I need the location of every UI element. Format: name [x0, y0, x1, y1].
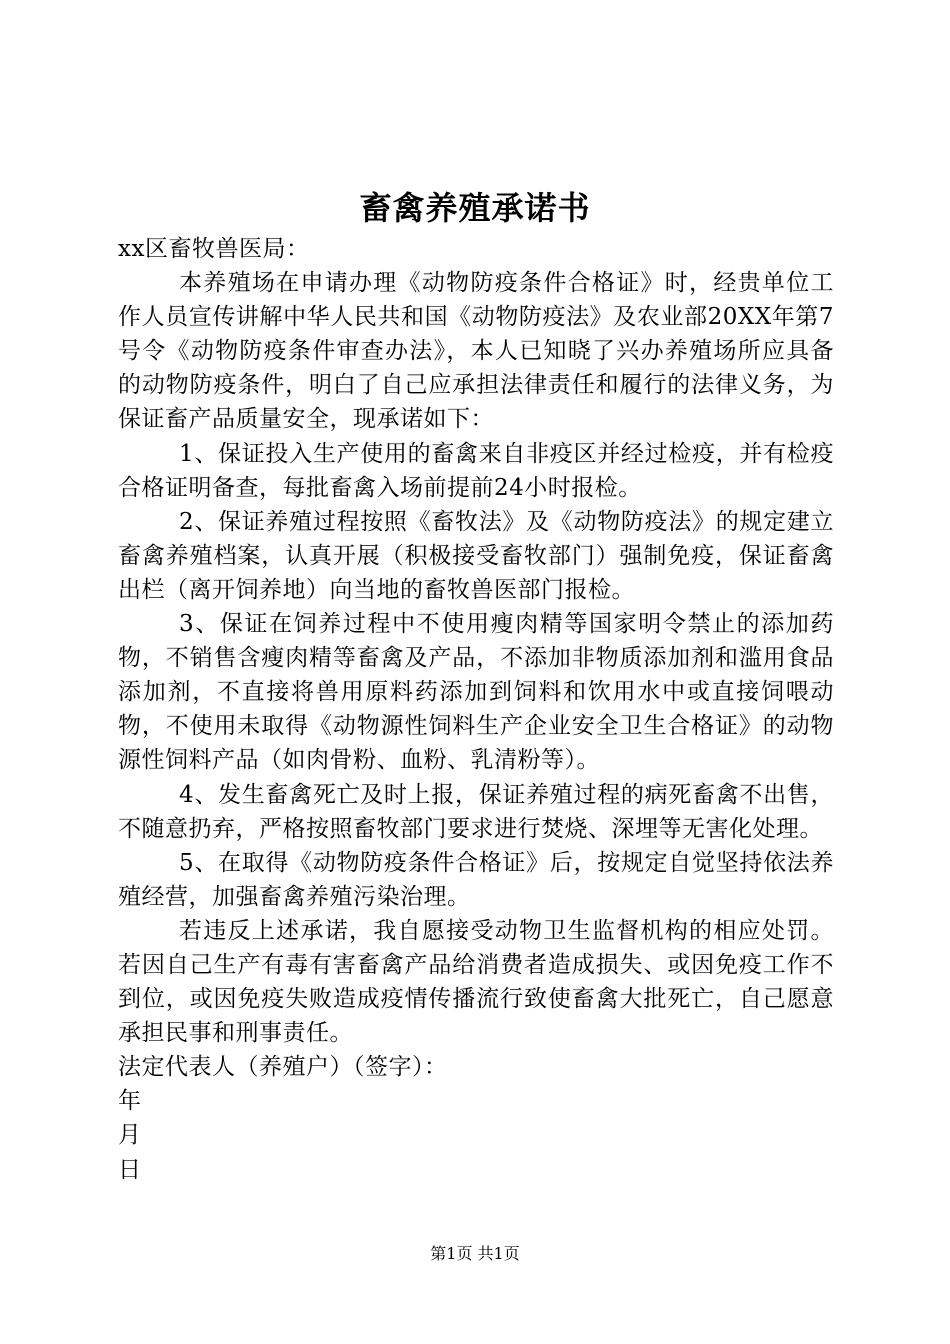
commitment-item-3: 3、保证在饲养过程中不使用瘦肉精等国家明令禁止的添加药物，不销售含瘦肉精等畜禽及产品，不添加非物质添加剂和滥用食品添加剂，不直接将兽用原料药添加到饲料和饮用水中或直接饲喂动物，不使用未取得《动物源性饲料生产企业安全卫生合格证》的动物源性饲料产品（如肉骨粉、血粉、乳清粉等）。: [118, 611, 834, 774]
document-body: [118, 232, 834, 1187]
salutation: xx区畜牧兽医局：: [118, 236, 310, 262]
commitment-item-4: 4、发生畜禽死亡及时上报，保证养殖过程的病死畜禽不出售，不随意扔弃，严格按照畜牧部门要求进行焚烧、深埋等无害化处理。: [118, 781, 834, 842]
commitment-item-1: 1、保证投入生产使用的畜禽来自非疫区并经过检疫，并有检疫合格证明备查，每批畜禽入场前提前24小时报检。: [118, 440, 834, 501]
date-year: 年: [118, 1088, 142, 1115]
signature-line: 法定代表人（养殖户）（签字）：: [118, 1054, 448, 1081]
intro-paragraph: 本养殖场在申请办理《动物防疫条件合格证》时，经贵单位工作人员宣传讲解中华人民共和国《动物防疫法》及农业部20XX年第7号令《动物防疫条件审查办法》，本人已知晓了兴办养殖场所应具备的动物防疫条件，明白了自己应承担法律责任和履行的法律义务，为保证畜产品质量安全，现承诺如下：: [118, 270, 834, 433]
page-footer: 第1页 共1页: [430, 1244, 520, 1263]
date-day: 日: [118, 1156, 142, 1183]
commitment-item-2: 2、保证养殖过程按照《畜牧法》及《动物防疫法》的规定建立畜禽养殖档案，认真开展（积极接受畜牧部门）强制免疫，保证畜禽出栏（离开饲养地）向当地的畜牧兽医部门报检。: [118, 508, 834, 603]
liability-paragraph: 若违反上述承诺，我自愿接受动物卫生监督机构的相应处罚。若因自己生产有毒有害畜禽产品给消费者造成损失、或因免疫工作不到位，或因免疫失败造成疫情传播流行致使畜禽大批死亡，自己愿意承担民事和刑事责任。: [118, 917, 834, 1047]
document-title: 畜禽养殖承诺书: [359, 189, 591, 227]
date-month: 月: [118, 1122, 142, 1149]
commitment-item-5: 5、在取得《动物防疫条件合格证》后，按规定自觉坚持依法养殖经营，加强畜禽养殖污染治理。: [118, 849, 834, 910]
